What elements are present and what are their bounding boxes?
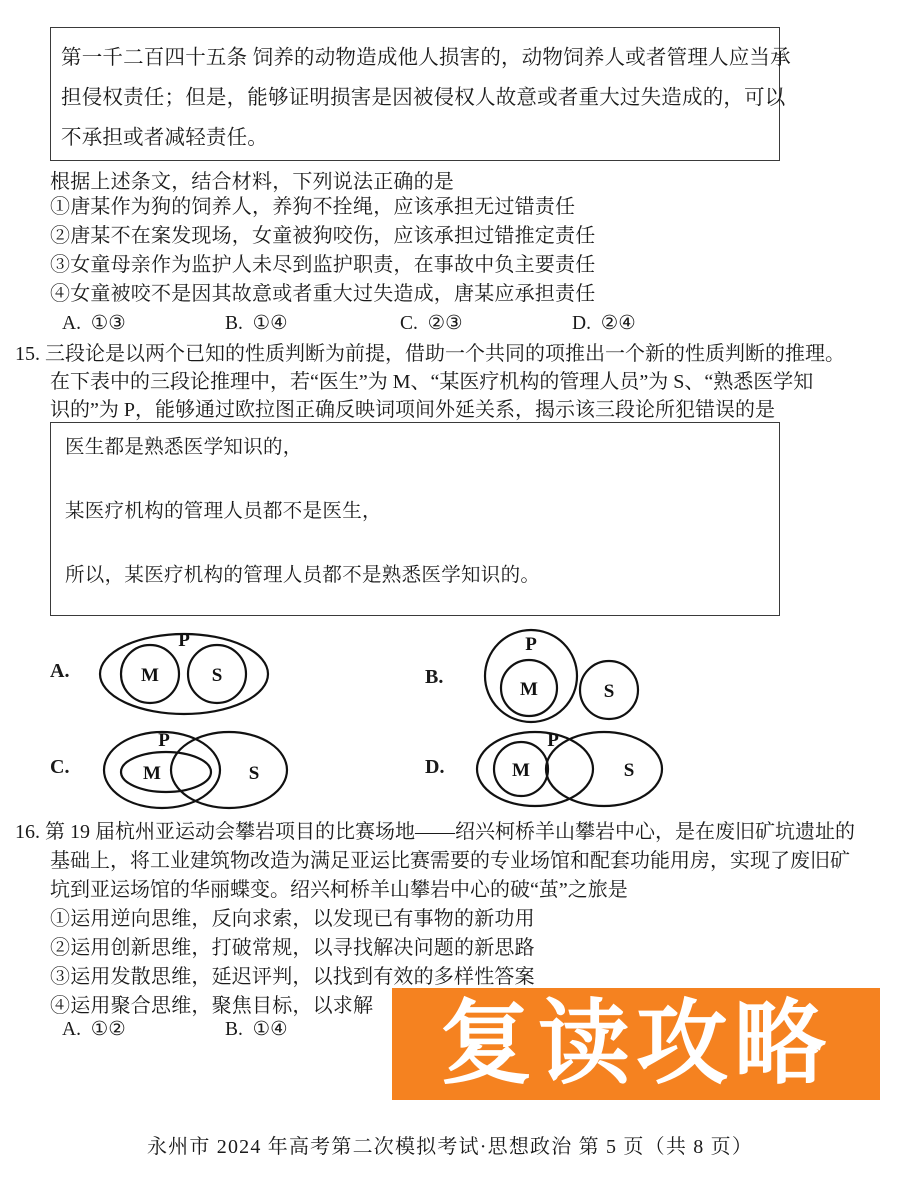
q16-item-2: ②运用创新思维，打破常规，以寻找解决问题的新思路 [50,937,535,959]
q14-choice-c[interactable] [400,310,463,338]
euler-option-c[interactable] [50,724,350,814]
euler-b-label-m: M [520,679,538,700]
syllogism-major-premise: 医生都是熟悉医学知识的， [65,437,303,458]
euler-b-label-s: S [603,681,615,702]
q14-choice-b-key: B. [225,313,243,334]
q14-item-4: ④女童被咬不是因其故意或者重大过失造成，唐某应承担责任 [50,283,596,305]
euler-a-label-m: M [141,665,159,686]
euler-option-d[interactable] [425,724,725,814]
q16-choice-a[interactable] [62,1016,126,1044]
euler-c-label-m: M [143,763,161,784]
q15-stem-line-2: 在下表中的三段论推理中，若“医生”为 M、“某医疗机构的管理人员”为 S、“熟悉医学知 [50,371,814,393]
euler-option-a-graphic [86,628,306,720]
euler-a-label-s: S [211,665,223,686]
q16-item-4: ④运用聚合思维，聚焦目标，以求解 [50,995,374,1017]
q14-choice-b-value: ①④ [252,313,288,334]
q14-choice-c-key: C. [400,313,418,334]
q14-choice-a-key: A. [62,313,81,334]
euler-option-d-key: D. [425,756,445,778]
q16-stem-line-1: 第 19 届杭州亚运动会攀岩项目的比赛场地——绍兴柯桥羊山攀岩中心，是在废旧矿坑遗址的 [45,821,855,843]
q14-choice-d-value: ②④ [600,313,636,334]
euler-option-a[interactable] [50,628,350,720]
euler-a-label-p: P [178,630,190,651]
euler-d-label-m: M [512,760,530,781]
q16-choice-b-key: B. [225,1019,243,1040]
euler-option-a-key: A. [50,660,70,682]
q16-stem-line-2: 基础上，将工业建筑物改造为满足亚运比赛需要的专业场馆和配套功能用房，实现了废旧矿 [50,850,850,872]
law-article-box [50,27,791,161]
law-article-line: 不承担或者减轻责任。 [61,127,268,149]
q16-choice-b-value: ①④ [252,1019,288,1040]
euler-option-b-key: B. [425,666,444,688]
euler-c-label-p: P [158,730,170,751]
euler-d-label-s: S [623,760,635,781]
syllogism-box [50,422,780,616]
q16-item-1: ①运用逆向思维，反向求索，以发现已有事物的新功用 [50,908,535,930]
euler-option-d-graphic [461,724,711,814]
q15-stem-line-3: 识的”为 P，能够通过欧拉图正确反映词项间外延关系，揭示该三段论所犯错误的是 [50,399,775,421]
q16-choice-b[interactable] [225,1016,288,1044]
q14-item-1: ①唐某作为狗的饲养人，养狗不拴绳，应该承担无过错责任 [50,196,576,218]
q14-choice-d-key: D. [572,313,591,334]
q15-stem-line-1: 三段论是以两个已知的性质判断为前提，借助一个共同的项推出一个新的性质判断的推理。 [45,343,845,365]
euler-c-label-s: S [248,763,260,784]
q14-choice-a[interactable] [62,310,126,338]
q16-item-3: ③运用发散思维，延迟评判，以找到有效的多样性答案 [50,966,535,988]
syllogism-conclusion: 所以，某医疗机构的管理人员都不是熟悉医学知识的。 [65,565,541,586]
euler-option-b-graphic [459,628,679,728]
q16-choice-a-value: ①② [90,1019,126,1040]
q16-stem-line-3: 坑到亚运场馆的华丽蝶变。绍兴柯桥羊山攀岩中心的破“茧”之旅是 [50,879,628,901]
q14-item-3: ③女童母亲作为监护人未尽到监护职责，在事故中负主要责任 [50,254,596,276]
euler-option-c-key: C. [50,756,70,778]
watermark-banner [392,988,880,1100]
q16-number: 16. [15,821,40,843]
watermark-text: 复读攻略 [439,993,832,1095]
q15-number: 15. [15,343,40,365]
euler-d-label-p: P [547,730,559,751]
page-footer: 永州市 2024 年高考第二次模拟考试·思想政治 第 5 页（共 8 页） [146,1136,754,1158]
q14-choice-a-value: ①③ [90,313,126,334]
syllogism-minor-premise: 某医疗机构的管理人员都不是医生， [65,501,382,522]
euler-option-c-graphic [86,724,336,814]
q14-choice-c-value: ②③ [427,313,463,334]
q14-choice-d[interactable] [572,310,636,338]
euler-option-b[interactable] [425,628,725,728]
euler-b-label-p: P [525,634,537,655]
q14-item-2: ②唐某不在案发现场，女童被狗咬伤，应该承担过错推定责任 [50,225,596,247]
law-article-line: 第一千二百四十五条 饲养的动物造成他人损害的，动物饲养人或者管理人应当承 [61,47,791,69]
q14-stem: 根据上述条文，结合材料，下列说法正确的是 [50,171,454,193]
law-article-line: 担侵权责任；但是，能够证明损害是因被侵权人故意或者重大过失造成的，可以 [61,87,786,109]
q14-choice-b[interactable] [225,310,288,338]
q16-choice-a-key: A. [62,1019,81,1040]
